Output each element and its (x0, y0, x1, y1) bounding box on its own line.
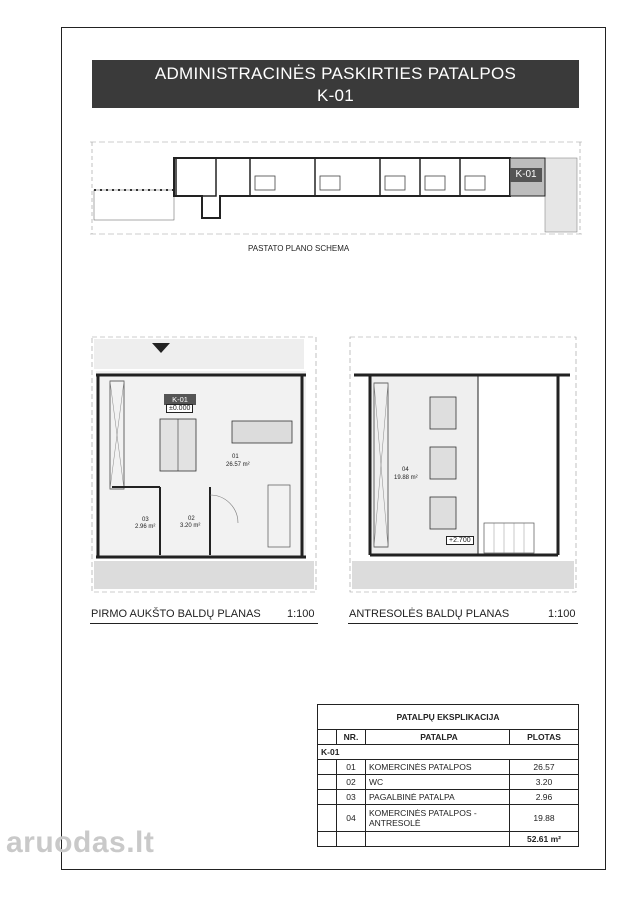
table-row (318, 805, 578, 832)
row-nr: 04 (337, 805, 366, 831)
ground-level-mark: ±0.000 (166, 404, 193, 413)
mezzanine-level-mark: +2.700 (446, 536, 474, 545)
row-name: KOMERCINĖS PATALPOS (366, 760, 510, 774)
schema-caption: PASTATO PLANO SCHEMA (248, 244, 350, 253)
building-schema-drawing (90, 138, 582, 240)
total-row (318, 832, 578, 846)
schema-unit-tag: K-01 (510, 168, 542, 182)
header-area: PLOTAS (527, 732, 561, 742)
room-04-number: 04 (402, 467, 409, 473)
explication-title: PATALPŲ EKSPLIKACIJA (318, 705, 578, 730)
room-01-number: 01 (232, 454, 239, 460)
room-03-area: 2.96 m² (135, 524, 156, 530)
ground-floor-plan-drawing (90, 335, 318, 595)
ground-plan-scale: 1:100 (287, 608, 315, 620)
ground-caption-underline (90, 623, 318, 624)
room-03-number: 03 (142, 517, 149, 523)
header-name: PATALPA (366, 730, 510, 744)
room-04-area: 19.88 m² (394, 475, 418, 481)
mezzanine-plan-scale: 1:100 (548, 608, 576, 620)
ground-unit-tag: K-01 (164, 394, 196, 405)
row-name: WC (366, 775, 510, 789)
row-nr: 03 (337, 790, 366, 804)
room-02-number: 02 (188, 516, 195, 522)
table-row (318, 775, 578, 790)
table-row (318, 760, 578, 775)
room-02-area: 3.20 m² (180, 523, 201, 529)
row-name: KOMERCINĖS PATALPOS - ANTRESOLĖ (366, 805, 510, 831)
explication-table (317, 704, 579, 847)
row-nr: 01 (337, 760, 366, 774)
mezzanine-plan-caption: ANTRESOLĖS BALDŲ PLANAS (349, 608, 510, 620)
mezzanine-caption-underline (348, 623, 578, 624)
watermark: aruodas.lt (6, 826, 155, 859)
row-area: 2.96 (535, 792, 553, 802)
explication-header-row (318, 730, 578, 745)
row-nr: 02 (337, 775, 366, 789)
row-area: 19.88 (533, 813, 555, 823)
title-line-2: K-01 (316, 86, 355, 105)
row-area: 26.57 (533, 762, 555, 772)
table-row (318, 790, 578, 805)
title-line-1: ADMINISTRACINĖS PASKIRTIES PATALPOS (154, 64, 517, 83)
total-area: 52.61 m² (526, 834, 562, 844)
header-nr: NR. (337, 730, 366, 744)
title-banner (92, 60, 579, 108)
row-area: 3.20 (535, 777, 553, 787)
row-name: PAGALBINĖ PATALPA (366, 790, 510, 804)
mezzanine-plan-drawing (348, 335, 578, 595)
ground-plan-caption: PIRMO AUKŠTO BALDŲ PLANAS (91, 608, 261, 620)
explication-unit-code: K-01 (318, 745, 578, 760)
room-01-area: 26.57 m² (226, 462, 250, 468)
